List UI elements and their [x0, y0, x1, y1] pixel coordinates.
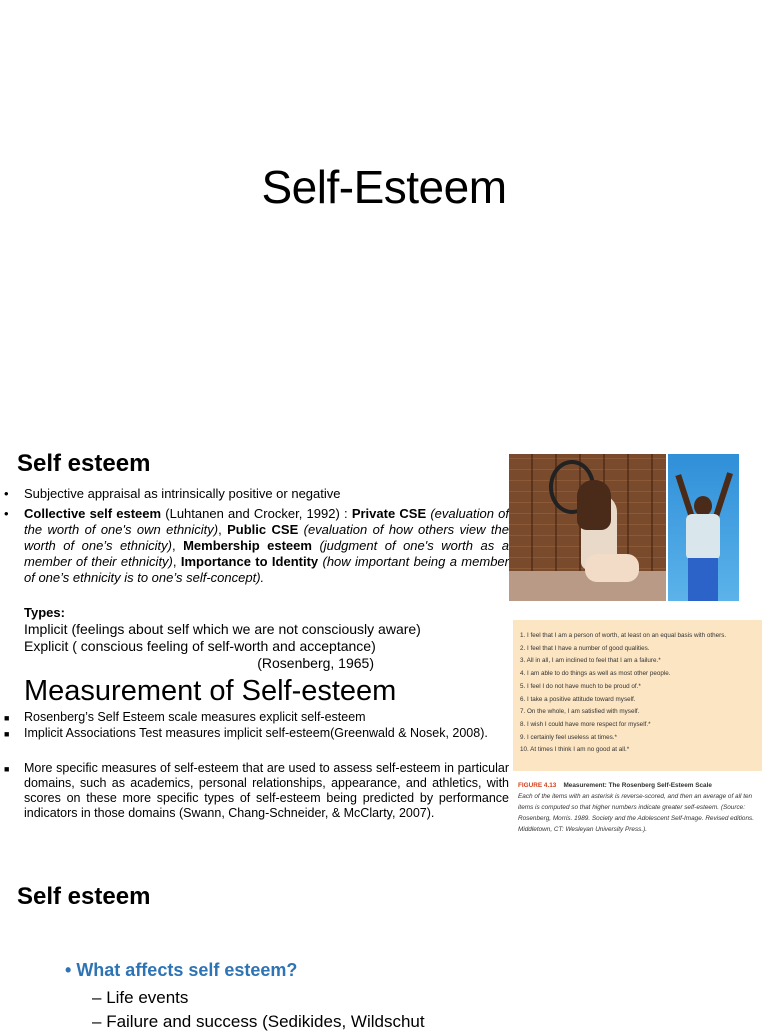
happy-man-photo: [668, 454, 739, 601]
sub-item-text: Life events: [106, 988, 189, 1007]
scale-item: 1. I feel that I am a person of worth, at least on an equal basis with others.: [520, 632, 727, 639]
scale-item: 4. I am able to do things as well as most other people.: [520, 670, 671, 678]
bullet-text: Collective self esteem (Luhtanen and Crocker, 1992) : Private CSE (evaluation of the worth of one's own ethnicity), Public CSE (evaluation of how others view the worth of one’s ethnicity), Membership esteem (judgment of one's worth as a member of their ethnicity), Importance to Identity (how important being a member of one’s ethnicity is to one’s self-concept).: [24, 506, 509, 585]
scale-item: 5. I feel I do not have much to be proud of.*: [520, 682, 641, 690]
square-bullet-icon: ■: [4, 729, 10, 739]
figure-title: Measurement: The Rosenberg Self-Esteem Scale: [563, 782, 712, 789]
sad-girl-photo: [509, 454, 666, 601]
measurement-heading: Measurement of Self-esteem: [24, 675, 397, 707]
measure-text: More specific measures of self-esteem that are used to assess self-esteem in particular domains, such as academics, personal relationships, appearance, and athletics, with scores on these more specific types of self-esteem being predicted by performance indicators in those domains (Swann, Chang-Schneider, & McClarty, 2007).: [24, 761, 509, 820]
question-bullet: • What affects self esteem?: [65, 960, 298, 980]
sub-item-failure-success: – Failure and success (Sedikides, Wildschut: [92, 1012, 425, 1031]
scale-item: 2. I feel that I have a number of good qualities.: [520, 644, 650, 652]
slide-title: Self-Esteem: [261, 161, 507, 213]
scale-item: 9. I certainly feel useless at times.*: [520, 733, 617, 741]
bullet-subjective-appraisal: [4, 486, 509, 502]
explicit-type: Explicit ( conscious feeling of self-worth and acceptance): [24, 638, 376, 654]
sub-item-life-events: – Life events: [92, 988, 189, 1007]
self-esteem-heading: Self esteem: [17, 450, 151, 477]
bullet-text: Subjective appraisal as intrinsically positive or negative: [24, 486, 341, 501]
scale-item: 3. All in all, I am inclined to feel that I am a failure.*: [520, 657, 661, 665]
measure-text: Rosenberg’s Self Esteem scale measures explicit self-esteem: [24, 710, 366, 724]
sub-item-text: Failure and success (Sedikides, Wildschut: [106, 1012, 425, 1031]
measure-item: [4, 710, 509, 725]
types-section: [24, 605, 504, 672]
question-text: What affects self esteem?: [76, 960, 298, 980]
self-esteem-heading-2: Self esteem: [17, 883, 151, 910]
square-bullet-icon: ■: [4, 764, 10, 774]
bullet-dot: •: [4, 486, 9, 501]
measure-text: Implicit Associations Test measures implicit self-esteem(Greenwald & Nosek, 2008).: [24, 726, 488, 740]
figure-description: Each of the items with an asterisk is reverse-scored, and then an average of all ten items is computed so that higher numbers indicate greater self-esteem.: [518, 793, 753, 811]
implicit-type: Implicit (feelings about self which we are not consciously aware): [24, 621, 421, 637]
rosenberg-scale-box: [513, 620, 762, 771]
scale-item: 6. I take a positive attitude toward myself.: [520, 695, 636, 703]
bullet-dot: •: [4, 506, 9, 521]
bullet-collective-self-esteem: [4, 506, 509, 586]
measure-item: [4, 726, 509, 741]
measure-item: [4, 761, 509, 821]
scale-item: 7. On the whole, I am satisfied with myself.: [520, 708, 640, 716]
scale-item: 8. I wish I could have more respect for myself.*: [520, 720, 651, 728]
rosenberg-citation: (Rosenberg, 1965): [257, 655, 374, 671]
scale-item: 10. At times I think I am no good at all.*: [520, 746, 630, 754]
square-bullet-icon: ■: [4, 713, 10, 723]
types-label: Types:: [24, 605, 65, 620]
figure-caption: [518, 780, 763, 835]
figure-source: (Source: Rosenberg, Morris. 1989. Society and the Adolescent Self-Image. Revised editions. Middletown, CT: Wesleyan University Press.).: [518, 804, 754, 833]
figure-label: FIGURE 4.13: [518, 782, 557, 789]
